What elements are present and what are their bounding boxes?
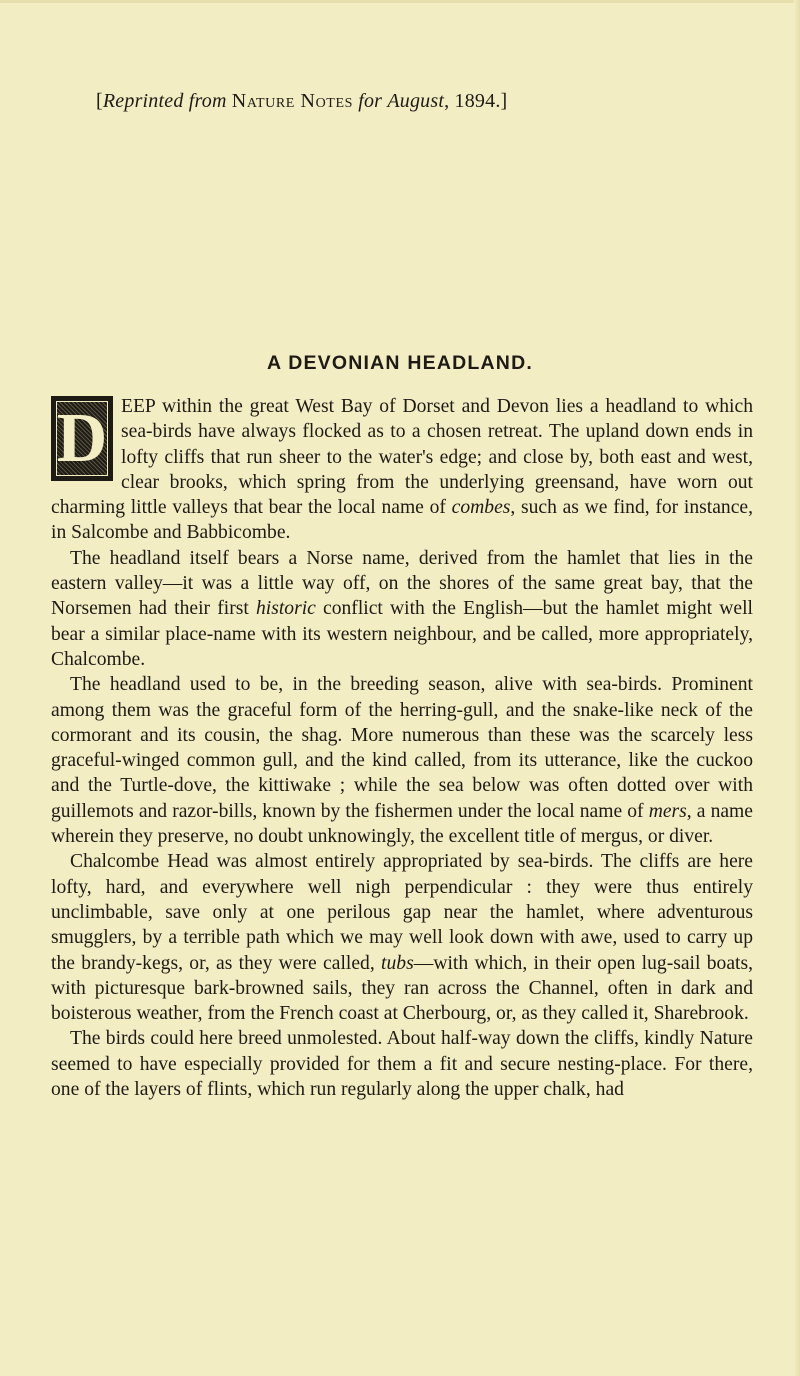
paragraph-5 (51, 1026, 753, 1102)
dropcap-letter: D (56, 400, 108, 477)
paragraph-3 (51, 672, 753, 849)
paragraph-2-tail: conflict with the English—but the hamlet might well bear a similar place-name with its western neighbour, and be called, more appropriately, Chalcombe. (51, 598, 753, 670)
paragraph-2 (51, 546, 753, 672)
paragraph-3-text: The headland used to be, in the breeding season, alive with sea-birds. Prominent among them was the graceful form of the herring-gull, and the snake-like neck of the cormorant and its cousin, the shag. More numerous than these was the scarcely less graceful-winged common gull, and the kind called, from its utterance, like the cuckoo and the Turtle-dove, the kittiwake ; while the sea below was often dotted over with guillemots and razor-bills, known by the fishermen under the local name of (51, 674, 753, 822)
publication-name: Nature Notes (231, 90, 353, 112)
paragraph-1-tail: , such as we find, for instance, in Salcombe and Babbicombe. (51, 497, 753, 544)
article-title: A DEVONIAN HEADLAND. (267, 352, 533, 374)
paragraph-4-tail: —with which, in their open lug-sail boats, with picturesque bark-browned sails, they ran across the Channel, often in dark and boisterous weather, from the French coast at Cherbourg, or, as they called it, Sharebrook. (51, 952, 753, 1025)
paragraph-1-italic: combes (451, 497, 511, 519)
for-word: for (358, 90, 383, 112)
paragraph-1 (51, 394, 753, 546)
paragraph-4 (51, 849, 753, 1026)
paragraph-3-tail: , a name wherein they preserve, no doubt unknowingly, the excellent title of mergus, or diver. (51, 800, 753, 848)
dropcap-ornament-icon (51, 396, 113, 481)
paragraph-2-italic: historic (255, 598, 316, 620)
open-bracket: [ (96, 90, 103, 112)
paragraph-5-text: The birds could here breed unmolested. About half-way down the cliffs, kindly Nature seemed to have especially provided for them a fit and secure nesting-place. For there, one of the layers of flints, which run regularly along the upper chalk, had (51, 1028, 753, 1101)
page-edge-right (794, 0, 800, 1376)
issue-month: August (387, 90, 445, 112)
paragraph-4-italic: tubs (381, 952, 414, 974)
paragraph-1-text: EEP within the great West Bay of Dorset and Devon lies a headland to which sea-birds have always flocked as to a chosen retreat. The upland down ends in lofty cliffs that run sheer to the water's edge; and close by, both east and west, clear brooks, which spring from the underlying greensand, have worn out charming little valleys that bear the local name of (51, 396, 753, 519)
paragraph-4-text: Chalcombe Head was almost entirely appropriated by sea-birds. The cliffs are here lofty, hard, and everywhere well nigh perpendicular : they were thus entirely unclimbable, save only at one perilous gap near the hamlet, where adventurous smugglers, by a terrible path which we may well look down with awe, used to carry up the brandy-kegs, or, as they were called, (51, 851, 753, 974)
reprint-notice (96, 90, 507, 113)
article-body (51, 394, 753, 1102)
issue-year: , 1894.] (444, 90, 508, 112)
paragraph-3-italic: mers (648, 800, 687, 822)
page-edge (0, 0, 800, 3)
paragraph-2-text: The headland itself bears a Norse name, derived from the hamlet that lies in the eastern valley—it was a little way off, on the shores of the same great bay, that the Norsemen had their first (51, 547, 753, 620)
reprinted-from: Reprinted from (102, 90, 227, 112)
